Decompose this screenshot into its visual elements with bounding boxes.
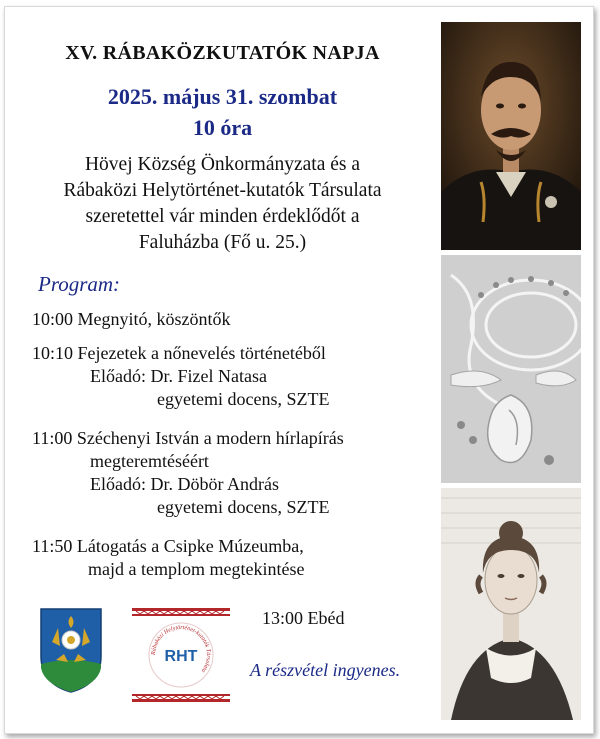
admission-note: A részvétel ingyenes. (250, 660, 401, 680)
program-item-lecture-2: 11:00 Széchenyi István a modern hírlapírás (32, 428, 344, 448)
program-item-lecture-2-cont: megteremtéséért (90, 451, 209, 471)
program-speaker-1-title: egyetemi docens, SZTE (157, 389, 330, 409)
portrait-woman-icon (441, 488, 581, 720)
intro-line: Hövej Község Önkormányzata és a (84, 154, 361, 175)
program-speaker-2: Előadó: Dr. Döbör András (90, 474, 279, 494)
intro-line: szeretettel vár minden érdeklődőt a (85, 206, 360, 227)
event-date: 2025. május 31. szombat (107, 84, 338, 109)
hovej-coat-of-arms-icon (38, 606, 104, 694)
program-item-museum: 11:50 Látogatás a Csipke Múzeumba, (32, 536, 304, 556)
lace-embroidery-icon (441, 255, 581, 483)
intro-line: Rábaközi Helytörténet-kutatók Társulata (63, 180, 382, 201)
rht-logo-ring-text: Rábaközi Helytörténet-kutatók Társulata (150, 624, 212, 674)
program-item-museum-cont: majd a templom megtekintése (88, 559, 305, 579)
program-speaker-1: Előadó: Dr. Fizel Natasa (90, 366, 267, 386)
program-heading: Program: (38, 272, 121, 296)
program-item-lecture-1: 10:10 Fejezetek a nőnevelés történetéből (32, 343, 326, 363)
program-item-lunch: 13:00 Ebéd (262, 608, 345, 628)
program-item-opening: 10:00 Megnyitó, köszöntők (32, 309, 231, 329)
rht-society-logo (130, 606, 232, 704)
rht-logo-initials: RHT (164, 648, 198, 665)
portrait-man-icon (441, 22, 581, 250)
program-speaker-2-title: egyetemi docens, SZTE (157, 497, 330, 517)
event-title: XV. RÁBAKÖZKUTATÓK NAPJA (65, 42, 380, 64)
invitation-text (50, 152, 395, 256)
intro-line: Faluházba (Fő u. 25.) (138, 232, 307, 253)
event-time: 10 óra (192, 115, 253, 140)
